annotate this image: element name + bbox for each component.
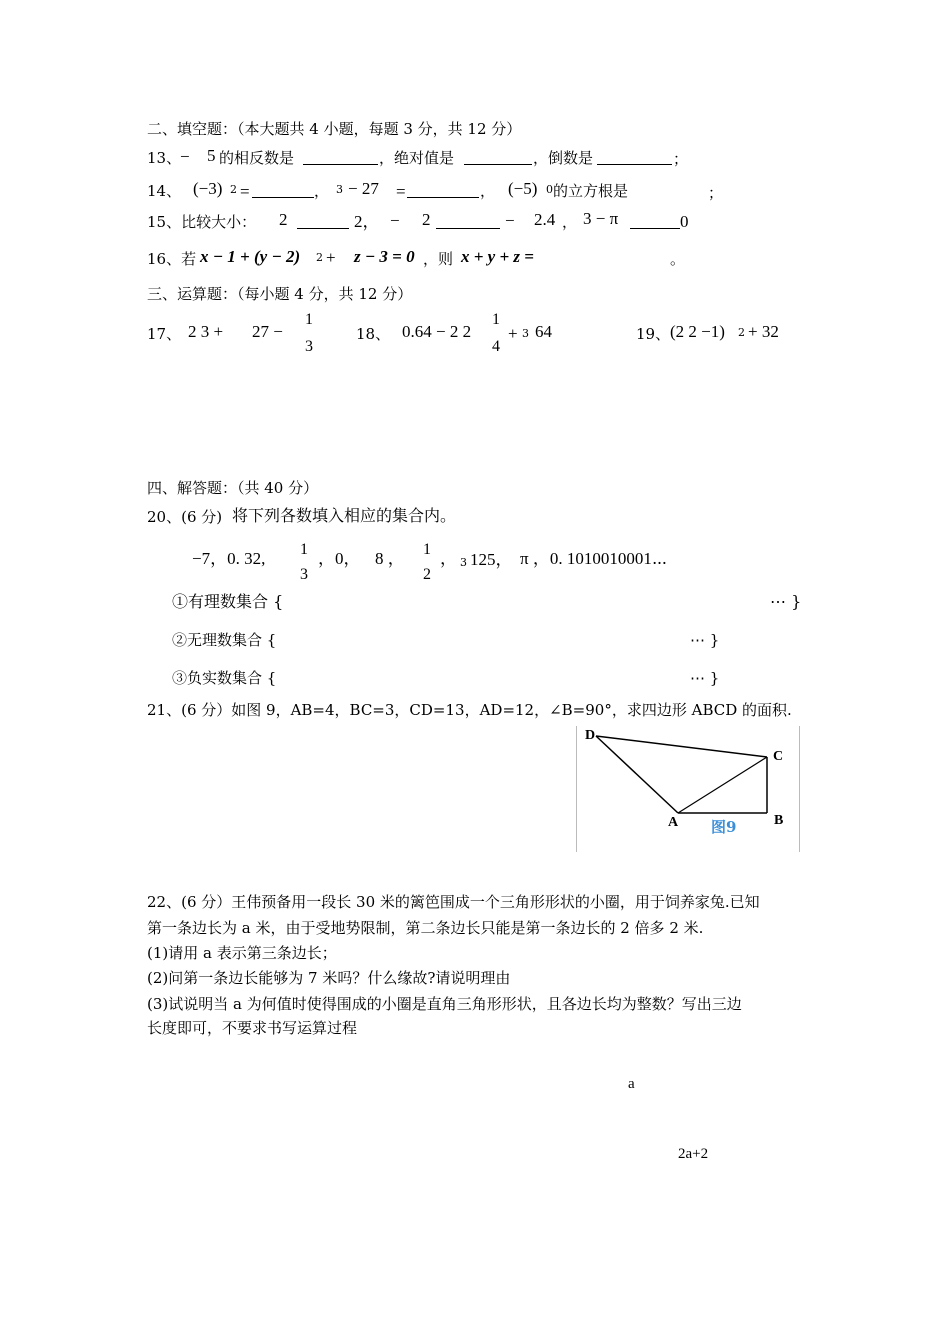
q15-blank-1 (297, 228, 349, 229)
q14-sup0: 0 (546, 183, 553, 196)
q14-blank-1 (252, 197, 314, 198)
q18-expr1: 0.64 − 2 2 (402, 322, 472, 341)
q20-frac2-num: 1 (423, 541, 431, 558)
q14-comma2: ， (480, 182, 496, 200)
q22-line5: (3)试说明当 a 为何值时使得围成的小圈是直角三角形形状，且各边长均为整数？写出三边 (147, 995, 742, 1013)
q14-comma1: ， (314, 182, 330, 200)
q22-label-2a-plus-2: 2a+2 (678, 1146, 709, 1162)
q15-minus2: − (505, 211, 515, 230)
q20-set-rational-end: ⋯ } (770, 592, 802, 611)
q17-expr1: 2 3 + (188, 322, 224, 341)
q20-prompt: 将下列各数填入相应的集合内。 (232, 506, 457, 525)
q15-a1: 2 (279, 210, 288, 229)
segment-da (596, 736, 678, 813)
q13-five: 5 (207, 146, 216, 165)
q14-expr1: (−3) (193, 179, 223, 198)
q17-frac-num: 1 (305, 311, 313, 328)
q20-root3: 3 (460, 556, 467, 569)
q20-set-negative: ③负实数集合 { (172, 669, 277, 687)
q20-set-irrational-end: ⋯ } (690, 631, 720, 649)
q20-n6: π ，0. 1010010001⋯ (520, 549, 668, 568)
q15-neg: − (390, 211, 400, 230)
q20-number: 20、(6 分) (147, 508, 223, 526)
q16-text-then: ，则 (423, 250, 454, 268)
figure-caption: 图9 (711, 818, 737, 836)
q21-text: 21、(6 分）如图 9，AB=4，BC=3，CD=13，AD=12，∠B=90°，求四边形 ABCD 的面积. (147, 701, 792, 719)
q19-expr2: + 32 (748, 322, 779, 341)
q20-frac2-den: 2 (423, 566, 431, 583)
figure-9-drawing (577, 726, 799, 852)
q16-label: 16、若 (147, 250, 197, 268)
q22-line3: (1)请用 a 表示第三条边长； (147, 944, 337, 962)
q20-n5: 125， (470, 550, 513, 569)
q13-text-reciprocal: ，倒数是 (533, 149, 594, 167)
figure-label-d: D (585, 728, 596, 743)
q20-frac1-den: 3 (300, 566, 308, 583)
figure-label-c: C (773, 749, 784, 764)
q14-eq2: = (396, 182, 406, 201)
q19-sup2: 2 (738, 326, 745, 339)
q13-text-abs: ，绝对值是 (379, 149, 455, 167)
q17-expr2: 27 − (252, 322, 283, 341)
figure-label-a: A (668, 815, 679, 830)
q14-root3: 3 (336, 183, 343, 196)
q20-set-negative-end: ⋯ } (690, 669, 720, 687)
q15-a2: 2， (354, 212, 380, 231)
q19-number: 19、 (636, 325, 671, 343)
q17-frac-den: 3 (305, 338, 313, 355)
q14-expr2: − 27 (348, 179, 379, 198)
q20-n3: 8 ， (375, 549, 405, 568)
q20-frac1-num: 1 (300, 541, 308, 558)
q14-expr3: (−5) (508, 179, 538, 198)
q20-set-rational: ①有理数集合 { (172, 592, 284, 611)
figure-label-b: B (774, 813, 784, 828)
q16-end: 。 (670, 250, 686, 268)
q22-line1: 22、(6 分）王伟预备用一段长 30 米的篱笆围成一个三角形形状的小圈，用于饲养家兔.已知 (147, 893, 760, 911)
q14-eq1: = (240, 182, 250, 201)
q15-a5: 3 − π (583, 209, 619, 228)
q20-n1: −7，0. 32, (192, 549, 266, 568)
q15-a6: 0 (680, 212, 689, 231)
q22-line2: 第一条边长为 a 米，由于受地势限制，第二条边长只能是第一条边长的 2 倍多 2 米. (147, 919, 704, 937)
q13-end: ； (673, 150, 689, 168)
q18-number: 18、 (356, 325, 391, 343)
q16-expr3: x + y + z = (461, 247, 534, 266)
q22-label-a: a (628, 1076, 635, 1092)
q13-blank-abs (464, 164, 532, 165)
figure-9 (576, 726, 800, 852)
segment-ac (678, 757, 767, 813)
section-calc-heading: 三、运算题：（每小题 4 分，共 12 分） (147, 285, 413, 303)
q18-frac-den: 4 (492, 338, 500, 355)
q13-blank-reciprocal (597, 164, 672, 165)
q18-frac-num: 1 (492, 311, 500, 328)
section-solve-heading: 四、解答题：（共 40 分） (147, 479, 319, 497)
q14-text-cuberoot: 的立方根是 (553, 182, 629, 200)
q18-root3: 3 (522, 327, 529, 340)
q16-expr1: x − 1 + (y − 2) (200, 247, 301, 266)
segment-dc (596, 736, 767, 757)
q16-plus: + (326, 248, 336, 267)
q14-end: ； (708, 184, 724, 202)
q13-text-opposite: 的相反数是 (219, 149, 295, 167)
section-fill-heading: 二、填空题：（本大题共 4 小题，每题 3 分，共 12 分） (147, 120, 522, 138)
q15-a4: 2.4 (534, 210, 556, 229)
q13-blank-opposite (303, 164, 378, 165)
q19-expr1: (2 2 −1) (670, 322, 725, 341)
q17-number: 17、 (147, 325, 182, 343)
q13-number: 13、 (147, 149, 182, 167)
q20-set-irrational: ②无理数集合 { (172, 631, 277, 649)
q18-plus: + (508, 324, 518, 343)
q20-n2: ，0， (318, 549, 361, 568)
q15-sep: ， (562, 213, 578, 231)
q13-minus: − (180, 147, 190, 166)
q16-sup2: 2 (316, 251, 323, 264)
q22-line6: 长度即可，不要求书写运算过程 (147, 1019, 358, 1037)
q15-blank-2 (436, 228, 500, 229)
q15-blank-3 (630, 228, 680, 229)
q18-expr2: 64 (535, 322, 552, 341)
q22-line4: (2)问第一条边长能够为 7 米吗？什么缘故?请说明理由 (147, 969, 511, 987)
q14-blank-2 (407, 197, 479, 198)
q14-sup2: 2 (230, 183, 237, 196)
q15-label: 15、比较大小： (147, 213, 257, 231)
q14-number: 14、 (147, 182, 182, 200)
q16-expr2: z − 3 = 0 (354, 247, 415, 266)
q15-a3: 2 (422, 210, 431, 229)
q20-n4: ， (440, 549, 457, 568)
